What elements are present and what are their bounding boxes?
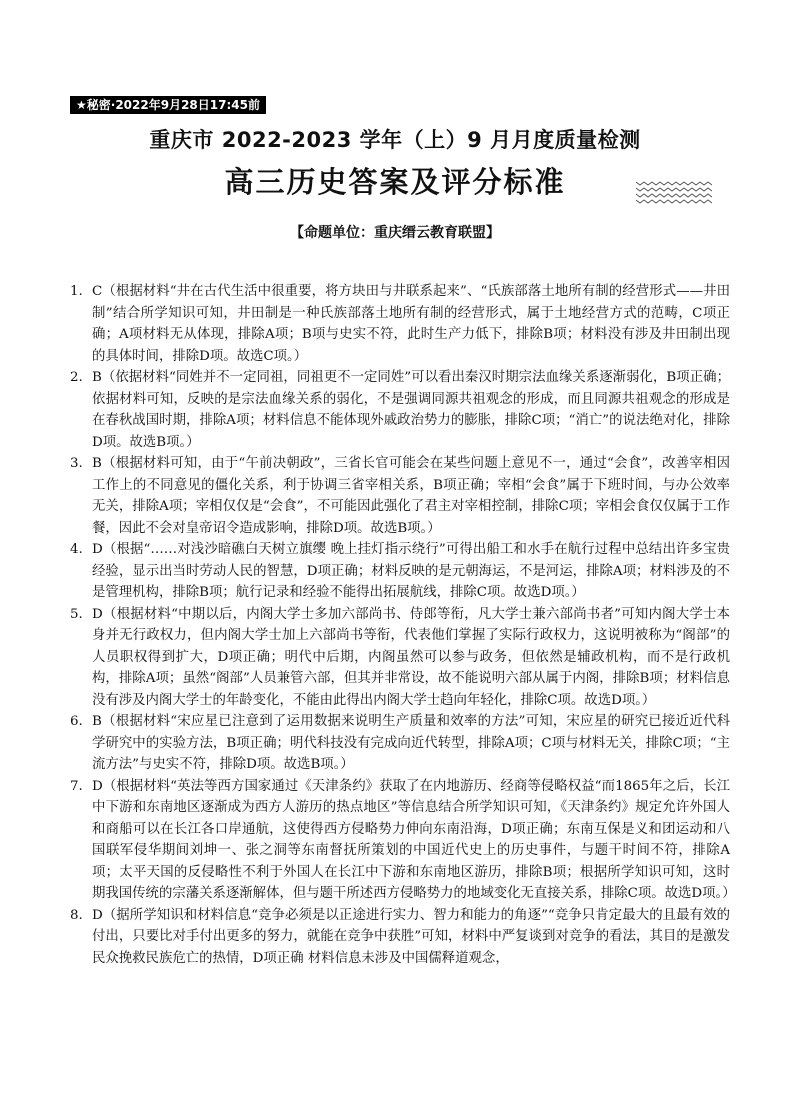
answer-item-2 <box>70 367 730 453</box>
exam-title: 重庆市 2022-2023 学年（上）9 月月度质量检测 <box>149 128 641 152</box>
answer-list <box>70 281 736 969</box>
answer-number: 7. <box>70 778 83 794</box>
answer-text: B（依据材料“同姓并不一定同祖，同祖更不一定同姓”可以看出秦汉时期宗法血缘关系逐渐弱化，B项正确；依据材料可知，反映的是宗法血缘关系的弱化，不是强调同源共祖观念的形成，而且同源共祖观念的形成是在春秋战国时期，排除A项；材料信息不能体现外戚政治势力的膨胀，排除C项；“消亡”的说法绝对化，排除D项。故选B项。） <box>92 370 730 450</box>
answer-number: 1. <box>70 284 83 299</box>
answer-item-6 <box>70 711 730 776</box>
decorative-zigzag <box>636 180 712 206</box>
answer-number: 8. <box>70 907 83 923</box>
answer-item-1 <box>70 281 730 367</box>
answer-number: 3. <box>70 456 83 471</box>
answer-item-5 <box>70 604 730 712</box>
answer-number: 2. <box>70 370 83 385</box>
answer-text: D（根据材料“英法等西方国家通过《天津条约》获取了在内地游历、经商等侵略权益“而1865年之后，长江中下游和东南地区逐渐成为西方人游历的热点地区”等信息结合所学知识可知，《天津条约》规定允许外国人和商船可以在长江各口岸通航，这使得西方侵略势力伸向东南沿海，D项正确；东南互保是义和团运动和八国联军侵华期间刘坤一、张之洞等东南督抚所策划的中国近代史上的历史事件，与题干时间不符，排除A项；太平天国的反侵略性不利于外国人在长江中下游和东南地区游历，排除B项；根据所学知识可知，这时期我国传统的宗藩关系逐渐解体，但与题干所述西方侵略势力的地域变化无直接关系，排除C项。故选D项。） <box>92 778 736 901</box>
answer-number: 6. <box>70 714 83 729</box>
answer-number: 5. <box>70 606 83 622</box>
confidential-label: ★秘密·2022年9月28日17:45前 <box>70 96 266 114</box>
answer-item-3 <box>70 453 730 539</box>
answer-text: B（根据材料可知，由于“午前决朝政”，三省长官可能会在某些问题上意见不一，通过“会食”，改善宰相因工作上的不同意见的僵化关系，利于协调三省宰相关系，B项正确；宰相“会食”属于下班时间，与办公效率无关，排除A项；宰相仅仅是“会食”，不可能因此强化了君主对宰相控制，排除C项；宰相会食仅仅属于工作餐，因此不会对皇帝诏令造成影响，排除D项。故选B项。） <box>92 456 730 536</box>
answer-text: D（根据“……对浅沙暗礁白天树立旗缨 晚上挂灯指示绕行”可得出船工和水手在航行过程中总结出许多宝贵经验，显示出当时劳动人民的智慧，D项正确；材料反映的是元朝海运，不是河运，排除A项；材料涉及的不是管理机构，排除B项；航行记录和经验不能得出拓展航线，排除C项。故选D项。） <box>92 542 730 600</box>
answer-item-4 <box>70 539 730 604</box>
document-subtitle: 高三历史答案及评分标准 <box>224 165 566 199</box>
answer-text: C（根据材料“井在古代生活中很重要，将方块田与井联系起来”、“氏族部落土地所有制的经营形式——井田制”结合所学知识可知，井田制是一种氏族部落土地所有制的经营形式，属于土地经营方式的范畴，C项正确；A项材料无从体现，排除A项；B项与史实不符，此时生产力低下，排除B项；材料没有涉及井田制出现的具体时间，排除D项。故选C项。） <box>92 284 730 364</box>
answer-number: 4. <box>70 542 83 557</box>
answer-text: D（据所学知识和材料信息“竞争必须是以正途进行实力、智力和能力的角逐”“竞争只肯定最大的且最有效的付出，只要比对手付出更多的努力，就能在竞争中获胜”可知，材料中严复谈到对竞争的看法，其目的是激发民众挽救民族危亡的热情，D项正确 材料信息未涉及中国儒释道观念， <box>92 907 730 966</box>
answer-text: B（根据材料“宋应星已注意到了运用数据来说明生产质量和效率的方法”可知，宋应星的研究已接近近代科学研究中的实验方法，B项正确；明代科技没有完成向近代转型，排除A项；C项与材料无关，排除C项；“主流方法”与史实不符，排除D项。故选B项。） <box>92 714 730 772</box>
answer-text: D（根据材料“中期以后，内阁大学士多加六部尚书、侍郎等衔，凡大学士兼六部尚书者”可知内阁大学士本身并无行政权力，但内阁大学士加上六部尚书等衔，代表他们掌握了实际行政权力，这说明被称为“阁部”的人员职权得到扩大，D项正确；明代中后期，内阁虽然可以参与政务，但依然是辅政机构，而不是行政机构，排除A项；虽然“阁部”人员兼管六部，但其并非常设，故不能说明六部从属于内阁，排除B项；材料信息没有涉及内阁大学士的年龄变化，不能由此得出内阁大学士趋向年轻化，排除C项。故选D项。） <box>92 606 730 708</box>
answer-item-8 <box>70 905 730 970</box>
answer-item-7 <box>70 776 736 905</box>
compiling-unit: 【命题单位：重庆缙云教育联盟】 <box>290 225 500 241</box>
